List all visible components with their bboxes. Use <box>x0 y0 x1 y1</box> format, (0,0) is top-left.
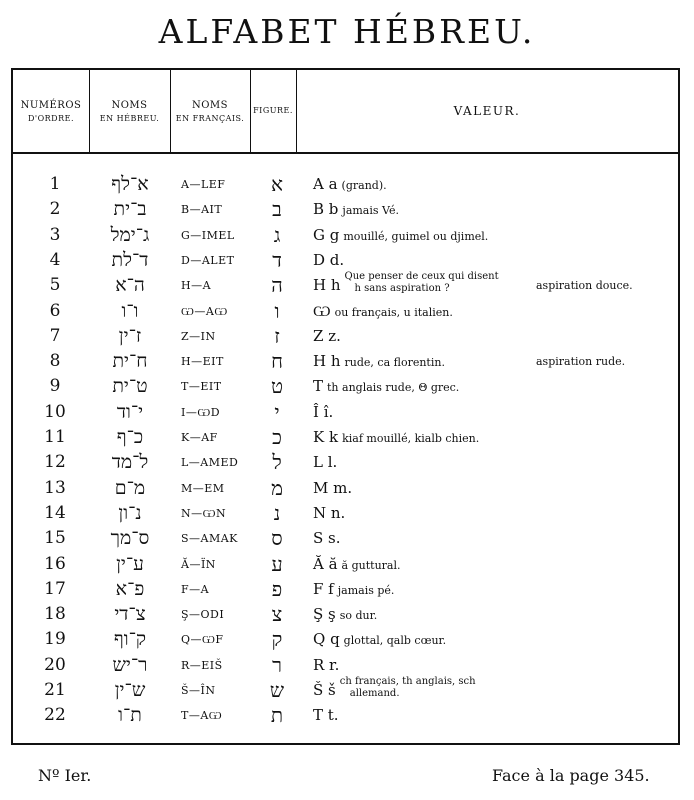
page-reference: Face à la page 345. <box>492 766 650 785</box>
value-note-line2: h sans aspiration ? <box>354 283 450 295</box>
french-name: N—ѠN <box>181 506 227 520</box>
letter-value <box>313 527 345 551</box>
letter-value <box>313 300 453 324</box>
letter-value <box>313 325 345 349</box>
letter-value <box>313 249 348 273</box>
hebrew-name: א־לף <box>111 173 149 195</box>
table-row <box>11 603 680 626</box>
letter-value <box>313 401 337 425</box>
french-name: G—IMEL <box>181 228 235 242</box>
aspiration-note: aspiration rude. <box>536 355 626 369</box>
letter-value <box>313 603 377 627</box>
hebrew-name: ק־וף <box>113 628 147 651</box>
header-noms-francais <box>170 70 250 152</box>
row-number: 20 <box>44 654 66 675</box>
row-number: 19 <box>44 629 66 650</box>
header-valeur <box>296 70 678 152</box>
row-number: 1 <box>49 174 61 194</box>
table-row <box>11 325 680 348</box>
hebrew-name: ע־ין <box>116 552 144 575</box>
header-numeros-line1: NUMÉROS <box>20 99 82 111</box>
header-noms-hebreu <box>89 70 170 152</box>
table-row <box>11 300 680 323</box>
letter-value <box>313 628 446 652</box>
row-number: 16 <box>44 553 66 574</box>
french-name: Ѡ—AѠ <box>181 304 228 318</box>
letter-value <box>313 477 356 501</box>
value-letters: T t. <box>313 706 339 725</box>
table-row <box>11 426 680 449</box>
letter-value <box>313 426 479 450</box>
hebrew-name: י־וד <box>116 400 144 423</box>
letter-figure: י <box>274 399 280 424</box>
letter-figure: ב <box>272 197 282 222</box>
hebrew-name: מ־ם <box>114 476 146 499</box>
value-description: (grand). <box>341 179 387 192</box>
value-letters: F f <box>313 579 334 598</box>
table-row <box>11 527 680 550</box>
french-name: H—A <box>181 279 212 293</box>
french-name: T—EIT <box>181 380 222 394</box>
hebrew-name: ו־ו <box>121 299 139 322</box>
french-name: I—ѠD <box>181 405 221 419</box>
value-letters: K k <box>313 428 339 446</box>
letter-value <box>313 271 499 298</box>
french-name: M—EM <box>181 481 225 495</box>
row-number: 22 <box>44 705 66 726</box>
value-letters: S s. <box>313 529 341 548</box>
letter-value <box>313 198 399 222</box>
letter-value <box>313 451 341 475</box>
table-row <box>11 628 680 651</box>
value-letters: B b <box>313 200 339 219</box>
hebrew-name: נ־ון <box>118 501 142 524</box>
row-number: 21 <box>44 680 66 700</box>
letter-figure: צ <box>271 602 283 627</box>
value-letters: Ă ă <box>313 554 338 573</box>
row-number: 15 <box>44 528 66 549</box>
row-number: 7 <box>49 325 61 346</box>
value-letters: A a <box>313 175 338 193</box>
hebrew-name: ח־ית <box>112 350 148 373</box>
row-number: 13 <box>44 477 66 498</box>
letter-figure: ד <box>272 247 282 272</box>
value-letters: Z z. <box>313 326 341 345</box>
letter-value <box>313 704 343 728</box>
french-name: H—EIT <box>181 355 224 369</box>
french-name: Ă—ÏN <box>181 557 216 571</box>
letter-figure: כ <box>272 425 282 449</box>
value-letters: T <box>313 377 324 396</box>
row-number: 17 <box>44 578 66 599</box>
value-description: kiaf mouillé, kialb chien. <box>342 432 480 445</box>
value-note <box>340 676 476 700</box>
table-row <box>11 654 680 677</box>
letter-value <box>313 676 476 703</box>
header-figure <box>250 70 296 152</box>
letter-figure: ט <box>270 374 284 399</box>
page-title: ALFABET HÉBREU. <box>158 12 536 51</box>
table-row <box>11 249 680 272</box>
header-noms-hebreu-line2: EN HÉBREU. <box>99 113 160 123</box>
row-number: 9 <box>49 376 61 397</box>
table-row <box>11 477 680 500</box>
row-number: 18 <box>44 604 66 625</box>
hebrew-name: ג־ימל <box>110 223 150 246</box>
table-row <box>11 198 680 221</box>
french-name: B—AIT <box>181 203 223 217</box>
french-name: Q—ѠF <box>181 633 224 647</box>
french-name: Š—ÎN <box>181 684 216 697</box>
header-noms-hebreu-line1: NOMS <box>111 99 148 111</box>
value-description: ă guttural. <box>341 558 401 572</box>
hebrew-name: ז־ין <box>118 324 142 347</box>
letter-figure: ע <box>271 551 283 576</box>
letter-figure: ל <box>272 450 282 475</box>
header-rule <box>13 152 678 154</box>
table-row <box>11 502 680 525</box>
row-number: 8 <box>49 351 61 372</box>
value-letters: N n. <box>313 503 346 522</box>
letter-figure: ר <box>272 652 282 677</box>
letter-figure: מ <box>271 475 283 500</box>
value-note-line1: ch français, th anglais, sch <box>339 676 476 687</box>
letter-figure: ס <box>271 526 283 551</box>
row-number: 4 <box>49 249 61 270</box>
french-name: S—AMAK <box>181 532 238 546</box>
value-description: th anglais rude, Θ grec. <box>327 381 460 395</box>
row-number: 11 <box>44 427 66 447</box>
value-description: ou français, u italien. <box>334 305 453 319</box>
value-description: so dur. <box>339 609 378 623</box>
row-number: 12 <box>44 452 66 473</box>
letter-value <box>313 173 387 197</box>
french-name: D—ALET <box>181 253 235 267</box>
hebrew-name: ר־יש <box>112 653 148 676</box>
value-letters: G g <box>313 225 340 244</box>
french-name: T—AѠ <box>181 709 223 723</box>
header-numeros-line2: D'ORDRE. <box>27 113 74 123</box>
table-row <box>11 704 680 727</box>
header-noms-francais-line1: NOMS <box>191 99 229 111</box>
value-letters: Ş ş <box>313 605 336 624</box>
letter-figure: ג <box>273 222 281 247</box>
value-letters: Î î. <box>313 402 334 421</box>
letter-figure: ק <box>271 627 283 652</box>
letter-figure: ה <box>271 273 283 298</box>
letter-figure: ת <box>270 703 284 728</box>
letter-value <box>313 578 394 602</box>
table-row <box>11 375 680 398</box>
table-row <box>11 350 680 373</box>
letter-value <box>313 375 459 399</box>
hebrew-name: ל־מד <box>111 451 149 474</box>
french-name: Ş—ODI <box>181 608 225 622</box>
value-letters: M m. <box>313 478 353 497</box>
value-description: rude, ca florentin. <box>344 356 445 370</box>
letter-value <box>313 350 445 374</box>
letter-figure: ש <box>269 678 285 702</box>
value-letters: Š š <box>313 681 336 699</box>
letter-figure: נ <box>273 500 281 525</box>
hebrew-name: צ־די <box>114 603 146 626</box>
letter-figure: ו <box>274 298 280 323</box>
value-letters: L l. <box>313 453 338 472</box>
hebrew-name: פ־א <box>115 577 145 600</box>
header-noms-francais-line2: EN FRANÇAIS. <box>175 113 245 123</box>
value-letters: D d. <box>313 250 345 269</box>
letter-value <box>313 224 488 248</box>
letter-figure: א <box>270 172 283 196</box>
french-name: K—AF <box>181 431 218 444</box>
value-description: jamais pé. <box>337 583 395 597</box>
table-row <box>11 676 680 702</box>
row-number: 6 <box>49 300 61 321</box>
hebrew-name: ד־לת <box>111 248 149 271</box>
row-number: 2 <box>49 199 61 220</box>
hebrew-name: ת־ו <box>118 704 142 727</box>
letter-figure: פ <box>271 576 283 601</box>
value-description: glottal, qalb cœur. <box>343 634 447 648</box>
french-name: R—EIŠ <box>181 658 223 672</box>
table-row <box>11 578 680 601</box>
hebrew-name: ש־ין <box>114 679 146 701</box>
header-valeur-label: VALEUR. <box>453 104 521 118</box>
table-row <box>11 451 680 474</box>
value-letters: H h <box>313 276 341 295</box>
letter-value <box>313 654 343 678</box>
value-note-line1: Que penser de ceux qui disent <box>344 271 499 283</box>
letter-figure: ז <box>274 323 280 348</box>
hebrew-name: ה־א <box>115 274 145 297</box>
hebrew-name: כ־ף <box>116 426 144 448</box>
value-description: mouillé, guimel ou djimel. <box>343 229 489 243</box>
letter-value <box>313 502 349 526</box>
value-description: jamais Vé. <box>342 204 399 218</box>
table-row <box>11 553 680 576</box>
value-note-line2: allemand. <box>349 688 400 699</box>
table-row <box>11 271 680 298</box>
hebrew-name: ב־ית <box>113 198 147 221</box>
table-row <box>11 224 680 247</box>
value-letters: R r. <box>313 655 340 674</box>
value-letters: Q q <box>313 630 340 649</box>
french-name: L—AMED <box>181 456 239 470</box>
row-number: 10 <box>44 401 66 422</box>
french-name: A—LEF <box>181 178 226 191</box>
value-letters: H h <box>313 352 341 371</box>
row-number: 14 <box>44 502 66 523</box>
plate-number: Nº Ier. <box>38 766 92 785</box>
table-row <box>11 401 680 424</box>
header-numeros <box>13 70 89 152</box>
hebrew-name: ט־ית <box>112 375 148 398</box>
row-number: 3 <box>49 224 61 245</box>
row-number: 5 <box>49 275 61 296</box>
french-name: F—A <box>181 582 210 596</box>
aspiration-note: aspiration douce. <box>536 279 633 293</box>
value-note <box>345 271 499 295</box>
value-letters: Ѡ <box>313 301 331 320</box>
header-figure-label: FIGURE. <box>253 106 293 115</box>
letter-figure: ח <box>271 349 283 374</box>
table-row <box>11 173 680 196</box>
hebrew-name: ס־מך <box>110 527 150 550</box>
french-name: Z—IN <box>181 329 216 343</box>
letter-value <box>313 553 400 577</box>
